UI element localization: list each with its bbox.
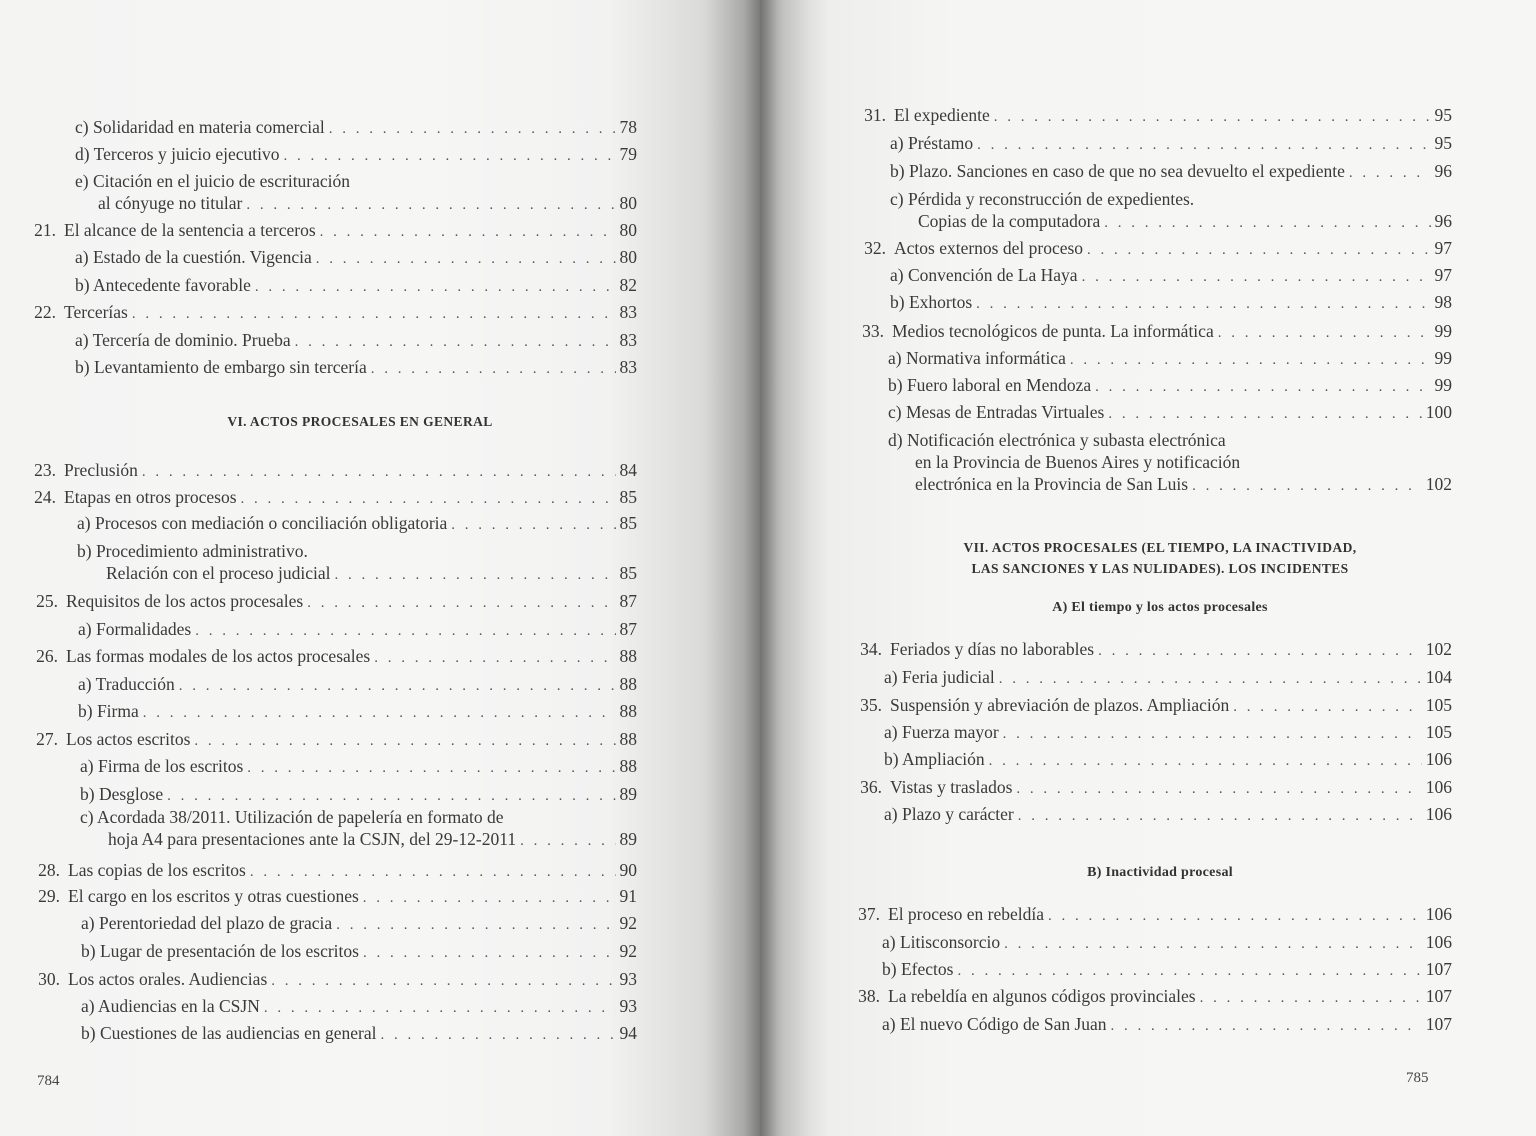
toc-entry-page-number: 98 [1434, 292, 1452, 312]
toc-entry-title: b) Plazo. Sanciones en caso de que no sea devuelto el expediente [890, 161, 1345, 181]
toc-entry-page-number: 104 [1425, 667, 1452, 687]
toc-entry-number: 38. [858, 986, 880, 1006]
toc-entry-page-number: 91 [619, 886, 637, 906]
toc-dot-leader [255, 276, 616, 298]
toc-entry-title: Los actos escritos [66, 729, 191, 749]
toc-dot-leader [1048, 905, 1422, 927]
toc-dot-leader [977, 134, 1430, 156]
toc-entry-title: electrónica en la Provincia de San Luis [915, 474, 1189, 494]
toc-entry-number: 26. [36, 646, 58, 666]
page-number-right: 785 [1406, 1070, 1429, 1086]
right-toc-entry-row [882, 958, 1452, 982]
toc-entry-page-number: 95 [1434, 105, 1452, 125]
right-toc-entry-row [844, 985, 1452, 1009]
toc-entry-title: Las copias de los escritos [68, 860, 246, 880]
toc-entry-title: a) Audiencias en la CSJN [81, 996, 260, 1016]
toc-entry-title: a) El nuevo Código de San Juan [882, 1014, 1107, 1034]
toc-entry-page-number: 106 [1425, 932, 1452, 952]
page-number-left: 784 [37, 1073, 60, 1089]
toc-entry-page-number: 83 [619, 330, 637, 350]
left-page [0, 0, 760, 1136]
toc-entry-title: a) Traducción [78, 674, 175, 694]
left-toc-entry-row [81, 912, 637, 936]
right-toc-entry-row [888, 401, 1452, 425]
toc-entry-page-number: 92 [619, 913, 637, 933]
subheading-b: B) Inactividad procesal [1087, 865, 1233, 880]
right-toc-entry-row [884, 748, 1452, 772]
toc-entry-page-number: 106 [1425, 904, 1452, 924]
toc-entry-title: al cónyuge no titular [98, 193, 243, 213]
toc-entry-title: a) Litisconsorcio [882, 932, 1001, 952]
toc-dot-leader [132, 303, 616, 325]
right-toc-entry-row [848, 320, 1452, 344]
toc-entry-page-number: 105 [1425, 695, 1452, 715]
toc-entry-title: Actos externos del proceso [894, 238, 1084, 258]
toc-entry-number: 30. [38, 969, 60, 989]
toc-entry-page-number: 93 [619, 996, 637, 1016]
left-toc-list [0, 0, 760, 1136]
right-toc-entry-row [882, 1013, 1452, 1037]
toc-dot-leader [284, 145, 616, 167]
toc-entry-title: a) Tercería de dominio. Prueba [75, 330, 291, 350]
right-toc-entry-row [846, 638, 1452, 662]
toc-entry-title: El cargo en los escritos y otras cuestiones [68, 886, 359, 906]
toc-entry-page-number: 95 [1434, 133, 1452, 153]
toc-entry-title: a) Perentoriedad del plazo de gracia [81, 913, 333, 933]
toc-entry-title: a) Firma de los escritos [80, 756, 244, 776]
toc-entry-number: 32. [864, 238, 886, 258]
toc-dot-leader [179, 675, 616, 697]
left-toc-entry-row [20, 219, 637, 243]
toc-entry-page-number: 79 [619, 144, 637, 164]
toc-entry-page-number: 100 [1425, 402, 1452, 422]
left-toc-entry-row [80, 755, 637, 779]
toc-entry-page-number: 102 [1425, 639, 1452, 659]
section-heading-vii-line2: LAS SANCIONES Y LAS NULIDADES). LOS INCIDENTES [971, 561, 1349, 576]
toc-entry-title: Vistas y traslados [890, 777, 1013, 797]
toc-dot-leader [246, 194, 615, 216]
section-heading-vi: VI. ACTOS PROCESALES EN GENERAL [227, 414, 493, 429]
left-toc-entry-row [75, 329, 637, 353]
toc-entry-title: a) Procesos con mediación o conciliación obligatoria [77, 513, 448, 533]
left-toc-entry-row [75, 170, 637, 192]
right-toc-entry-row [882, 931, 1452, 955]
toc-entry-title: b) Procedimiento administrativo. [77, 541, 308, 561]
right-toc-entry-row [844, 903, 1452, 927]
toc-dot-leader [1070, 349, 1431, 371]
toc-entry-page-number: 80 [619, 220, 637, 240]
left-toc-entry-row [106, 562, 637, 586]
toc-dot-leader [1095, 376, 1430, 398]
toc-entry-title: a) Plazo y carácter [884, 804, 1014, 824]
right-toc-entry-row [890, 264, 1452, 288]
toc-dot-leader [1111, 1015, 1422, 1037]
toc-entry-number: 22. [34, 302, 56, 322]
toc-entry-title: El proceso en rebeldía [888, 904, 1044, 924]
toc-entry-page-number: 102 [1425, 474, 1452, 494]
toc-dot-leader [307, 592, 615, 614]
toc-dot-leader [976, 293, 1430, 315]
toc-dot-leader [329, 118, 616, 140]
toc-dot-leader [1104, 212, 1430, 234]
toc-dot-leader [451, 514, 615, 536]
toc-entry-page-number: 82 [619, 275, 637, 295]
toc-entry-title: Tercerías [64, 302, 128, 322]
toc-dot-leader [1192, 475, 1422, 497]
toc-dot-leader [999, 668, 1422, 690]
toc-entry-number: 31. [864, 105, 886, 125]
toc-entry-page-number: 88 [619, 701, 637, 721]
left-toc-entry-row [81, 995, 637, 1019]
toc-dot-leader [1018, 805, 1422, 827]
toc-entry-title: a) Estado de la cuestión. Vigencia [75, 247, 312, 267]
toc-entry-title: a) Normativa informática [888, 348, 1066, 368]
left-toc-entry-row [78, 700, 637, 724]
left-toc-entry-row [75, 274, 637, 298]
toc-entry-page-number: 107 [1425, 986, 1452, 1006]
toc-entry-title: Copias de la computadora [918, 211, 1101, 231]
toc-entry-page-number: 88 [619, 729, 637, 749]
right-toc-entry-row [850, 104, 1452, 128]
toc-dot-leader [1016, 778, 1421, 800]
toc-entry-title: c) Mesas de Entradas Virtuales [888, 402, 1105, 422]
toc-entry-title: Los actos orales. Audiencias [68, 969, 268, 989]
toc-entry-page-number: 88 [619, 756, 637, 776]
toc-entry-title: Requisitos de los actos procesales [66, 591, 304, 611]
section-heading-vii-line1: VII. ACTOS PROCESALES (EL TIEMPO, LA INACTIVIDAD, [963, 540, 1357, 555]
toc-dot-leader [1082, 266, 1431, 288]
section-heading-vii [900, 537, 1420, 579]
toc-entry-title: Medios tecnológicos de punta. La informática [892, 321, 1214, 341]
toc-dot-leader [142, 461, 616, 483]
toc-dot-leader [380, 1024, 615, 1046]
left-toc-entry-row [80, 783, 637, 807]
toc-entry-title: a) Préstamo [890, 133, 974, 153]
toc-entry-title: a) Feria judicial [884, 667, 995, 687]
right-toc-entry-row [884, 803, 1452, 827]
toc-entry-title: en la Provincia de Buenos Aires y notificación [915, 452, 1241, 472]
toc-entry-page-number: 85 [619, 563, 637, 583]
toc-entry-title: c) Pérdida y reconstrucción de expedientes. [890, 189, 1195, 209]
toc-dot-leader [363, 942, 616, 964]
toc-entry-title: c) Solidaridad en materia comercial [75, 117, 325, 137]
toc-dot-leader [957, 960, 1421, 982]
toc-entry-number: 33. [862, 321, 884, 341]
toc-entry-title: b) Cuestiones de las audiencias en general [81, 1023, 377, 1043]
toc-dot-leader [336, 914, 615, 936]
toc-entry-page-number: 85 [619, 487, 637, 507]
toc-entry-title: a) Fuerza mayor [884, 722, 999, 742]
toc-dot-leader [994, 106, 1431, 128]
toc-dot-leader [194, 730, 615, 752]
toc-entry-page-number: 99 [1434, 321, 1452, 341]
toc-entry-page-number: 93 [619, 969, 637, 989]
toc-dot-leader [195, 620, 615, 642]
toc-entry-number: 25. [36, 591, 58, 611]
toc-entry-page-number: 97 [1434, 265, 1452, 285]
right-toc-entry-row [915, 451, 1452, 473]
right-toc-entry-row [884, 666, 1452, 690]
left-toc-entry-row [20, 486, 637, 510]
toc-entry-title: b) Firma [78, 701, 139, 721]
left-toc-entry-row [98, 192, 637, 216]
toc-entry-page-number: 96 [1434, 211, 1452, 231]
toc-entry-page-number: 94 [619, 1023, 637, 1043]
toc-entry-title: a) Formalidades [78, 619, 192, 639]
left-toc-entry-row [78, 618, 637, 642]
toc-entry-page-number: 80 [619, 193, 637, 213]
right-toc-entry-row [890, 160, 1452, 184]
toc-entry-title: b) Lugar de presentación de los escritos [81, 941, 359, 961]
toc-entry-page-number: 87 [619, 619, 637, 639]
toc-entry-page-number: 92 [619, 941, 637, 961]
left-toc-entry-row [24, 859, 637, 883]
toc-dot-leader [520, 830, 615, 852]
toc-entry-number: 34. [860, 639, 882, 659]
right-toc-entry-row [890, 188, 1452, 210]
toc-entry-page-number: 90 [619, 860, 637, 880]
toc-entry-number: 36. [860, 777, 882, 797]
toc-entry-number: 35. [860, 695, 882, 715]
toc-entry-page-number: 99 [1434, 348, 1452, 368]
toc-dot-leader [250, 861, 616, 883]
toc-dot-leader [1098, 640, 1422, 662]
toc-dot-leader [320, 221, 616, 243]
right-toc-entry-row [888, 429, 1452, 451]
toc-entry-page-number: 107 [1425, 1014, 1452, 1034]
subheading-a: A) El tiempo y los actos procesales [1052, 600, 1268, 615]
left-toc-entry-row [75, 246, 637, 270]
toc-entry-page-number: 85 [619, 513, 637, 533]
toc-dot-leader [143, 702, 616, 724]
toc-entry-number: 29. [38, 886, 60, 906]
right-page [760, 0, 1536, 1136]
toc-entry-number: 23. [34, 460, 56, 480]
toc-dot-leader [241, 488, 616, 510]
left-toc-entry-row [108, 828, 637, 852]
left-toc-entry-row [24, 885, 637, 909]
toc-dot-leader [271, 970, 615, 992]
left-toc-entry-row [75, 356, 637, 380]
toc-dot-leader [989, 750, 1422, 772]
right-toc-entry-row [850, 237, 1452, 261]
toc-entry-number: 37. [858, 904, 880, 924]
toc-entry-title: b) Exhortos [890, 292, 973, 312]
toc-entry-page-number: 83 [619, 357, 637, 377]
toc-entry-page-number: 89 [619, 784, 637, 804]
left-toc-entry-row [24, 968, 637, 992]
toc-dot-leader [1218, 322, 1431, 344]
toc-entry-page-number: 99 [1434, 375, 1452, 395]
toc-entry-number: 21. [34, 220, 56, 240]
toc-entry-number: 27. [36, 729, 58, 749]
toc-entry-page-number: 105 [1425, 722, 1452, 742]
left-toc-entry-row [20, 459, 637, 483]
toc-dot-leader [1349, 162, 1431, 184]
toc-entry-title: La rebeldía en algunos códigos provinciales [888, 986, 1196, 1006]
right-toc-entry-row [884, 721, 1452, 745]
toc-entry-page-number: 88 [619, 674, 637, 694]
toc-entry-page-number: 106 [1425, 777, 1452, 797]
right-toc-entry-row [890, 132, 1452, 156]
toc-entry-page-number: 96 [1434, 161, 1452, 181]
toc-entry-title: e) Citación en el juicio de escrituración [75, 171, 351, 191]
left-toc-entry-row [81, 940, 637, 964]
left-toc-entry-row [22, 645, 637, 669]
toc-entry-title: hoja A4 para presentaciones ante la CSJN, del 29-12-2011 [108, 829, 517, 849]
toc-entry-title: Feriados y días no laborables [890, 639, 1095, 659]
toc-dot-leader [1108, 403, 1421, 425]
left-toc-entry-row [77, 512, 637, 536]
toc-dot-leader [1003, 723, 1422, 745]
left-toc-entry-row [81, 1022, 637, 1046]
toc-entry-title: El expediente [894, 105, 990, 125]
toc-dot-leader [1004, 933, 1422, 955]
toc-dot-leader [316, 248, 616, 270]
right-toc-entry-row [888, 374, 1452, 398]
toc-entry-page-number: 106 [1425, 749, 1452, 769]
toc-dot-leader [247, 757, 615, 779]
left-toc-entry-row [75, 116, 637, 140]
toc-entry-number: 24. [34, 487, 56, 507]
toc-entry-title: b) Ampliación [884, 749, 985, 769]
toc-entry-title: b) Fuero laboral en Mendoza [888, 375, 1092, 395]
toc-entry-page-number: 84 [619, 460, 637, 480]
toc-entry-page-number: 89 [619, 829, 637, 849]
left-toc-entry-row [77, 540, 637, 562]
left-toc-entry-row [80, 806, 637, 828]
toc-entry-title: Preclusión [64, 460, 138, 480]
toc-entry-title: b) Efectos [882, 959, 954, 979]
right-toc-entry-row [918, 210, 1452, 234]
toc-dot-leader [374, 647, 615, 669]
toc-entry-page-number: 97 [1434, 238, 1452, 258]
toc-dot-leader [335, 564, 616, 586]
right-toc-entry-row [915, 473, 1452, 497]
toc-dot-leader [1200, 987, 1422, 1009]
left-toc-entry-row [22, 728, 637, 752]
toc-dot-leader [295, 331, 616, 353]
toc-entry-title: b) Antecedente favorable [75, 275, 251, 295]
right-toc-entry-row [846, 694, 1452, 718]
toc-entry-page-number: 78 [619, 117, 637, 137]
toc-dot-leader [264, 997, 616, 1019]
toc-entry-title: a) Convención de La Haya [890, 265, 1078, 285]
toc-entry-title: Etapas en otros procesos [64, 487, 237, 507]
right-toc-entry-row [888, 347, 1452, 371]
toc-entry-number: 28. [38, 860, 60, 880]
toc-dot-leader [363, 887, 616, 909]
toc-dot-leader [1233, 696, 1422, 718]
toc-dot-leader [1087, 239, 1430, 261]
left-toc-entry-row [22, 590, 637, 614]
toc-entry-page-number: 87 [619, 591, 637, 611]
toc-entry-title: b) Levantamiento de embargo sin tercería [75, 357, 367, 377]
toc-entry-title: Relación con el proceso judicial [106, 563, 331, 583]
toc-entry-page-number: 107 [1425, 959, 1452, 979]
left-toc-entry-row [75, 143, 637, 167]
toc-entry-title: d) Notificación electrónica y subasta electrónica [888, 430, 1226, 450]
toc-entry-page-number: 83 [619, 302, 637, 322]
right-toc-entry-row [846, 776, 1452, 800]
toc-entry-title: El alcance de la sentencia a terceros [64, 220, 316, 240]
toc-entry-page-number: 80 [619, 247, 637, 267]
toc-entry-title: Suspensión y abreviación de plazos. Ampliación [890, 695, 1230, 715]
left-toc-entry-row [78, 673, 637, 697]
toc-dot-leader [167, 785, 615, 807]
toc-entry-page-number: 106 [1425, 804, 1452, 824]
toc-entry-page-number: 88 [619, 646, 637, 666]
right-toc-entry-row [890, 291, 1452, 315]
toc-entry-title: c) Acordada 38/2011. Utilización de papelería en formato de [80, 807, 504, 827]
left-toc-entry-row [20, 301, 637, 325]
toc-entry-title: b) Desglose [80, 784, 164, 804]
toc-entry-title: Las formas modales de los actos procesales [66, 646, 371, 666]
toc-entry-title: d) Terceros y juicio ejecutivo [75, 144, 280, 164]
toc-dot-leader [371, 358, 616, 380]
